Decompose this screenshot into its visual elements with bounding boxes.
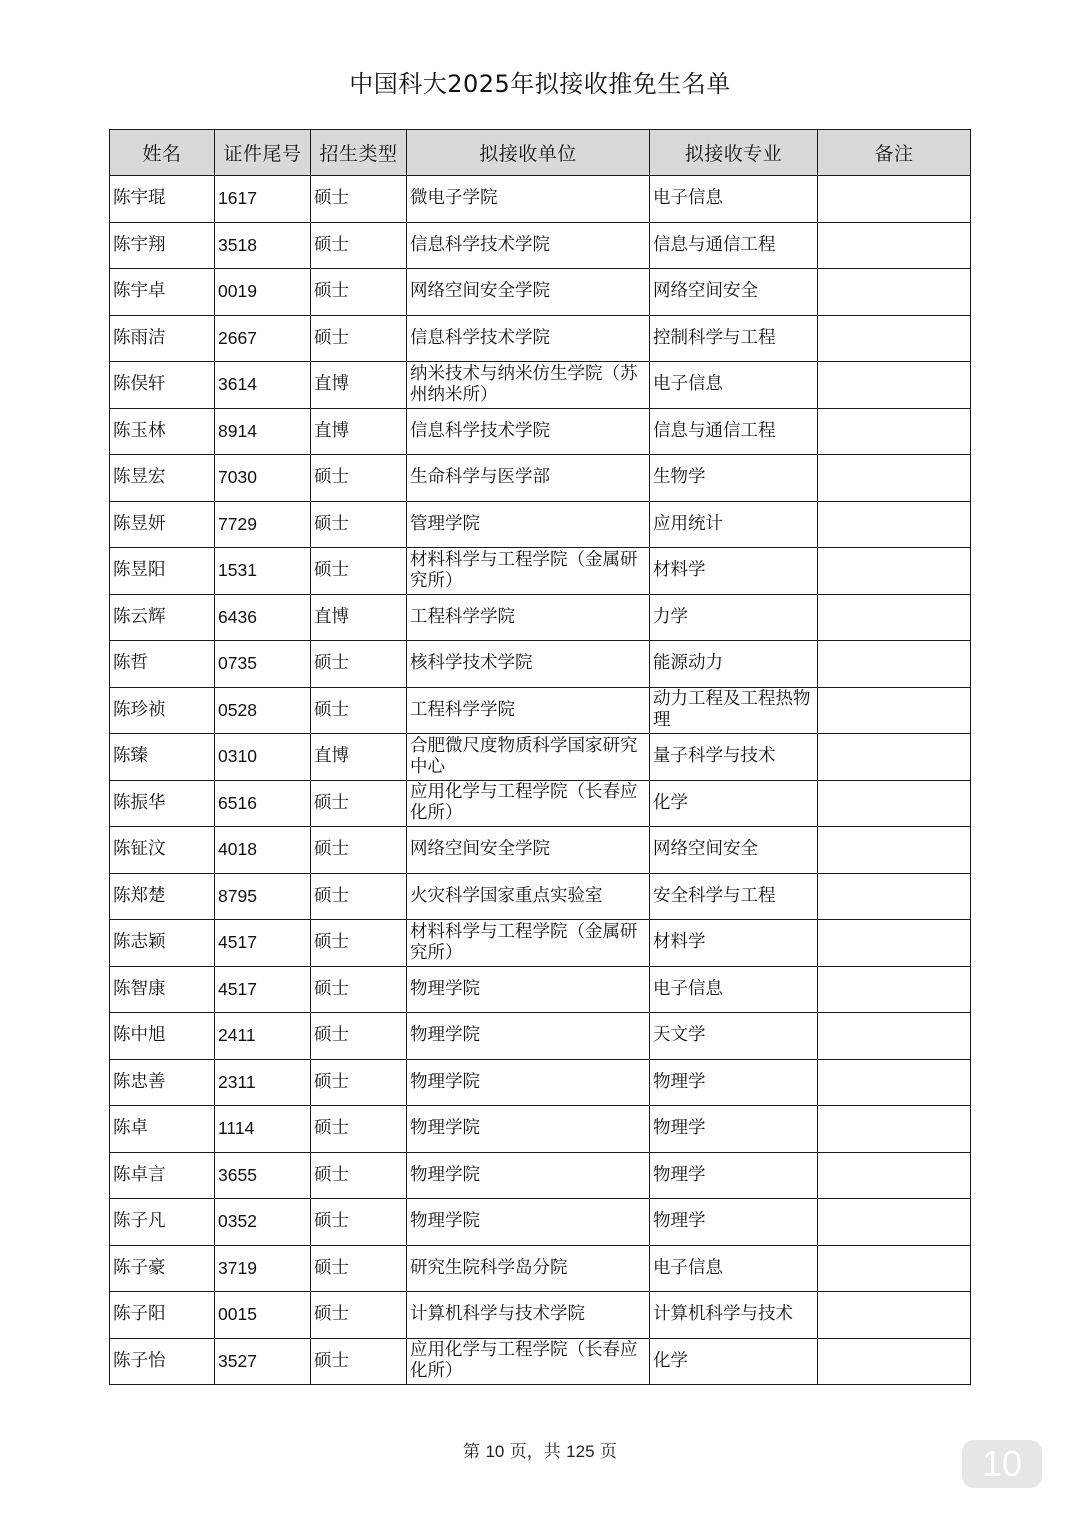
cell-id-suffix: 8914 (215, 408, 311, 455)
cell-remarks (818, 1059, 971, 1106)
cell-admission-type: 硕士 (311, 1338, 407, 1385)
cell-receiving-major: 化学 (650, 1338, 818, 1385)
cell-remarks (818, 501, 971, 548)
cell-id-suffix: 0528 (215, 687, 311, 734)
header-receiving-unit: 拟接收单位 (407, 130, 650, 176)
cell-id-suffix: 0019 (215, 269, 311, 316)
cell-remarks (818, 1013, 971, 1060)
cell-admission-type: 硕士 (311, 641, 407, 688)
cell-name: 陈振华 (110, 780, 215, 827)
cell-remarks (818, 827, 971, 874)
cell-name: 陈钲汶 (110, 827, 215, 874)
cell-name: 陈子豪 (110, 1245, 215, 1292)
cell-id-suffix: 3719 (215, 1245, 311, 1292)
cell-receiving-major: 生物学 (650, 455, 818, 502)
table-row (110, 269, 971, 316)
cell-receiving-major: 物理学 (650, 1059, 818, 1106)
cell-receiving-unit: 物理学院 (407, 1059, 650, 1106)
cell-receiving-unit: 微电子学院 (407, 176, 650, 223)
cell-receiving-unit: 网络空间安全学院 (407, 827, 650, 874)
cell-receiving-unit: 信息科学技术学院 (407, 222, 650, 269)
cell-receiving-unit: 材料科学与工程学院（金属研究所） (407, 548, 650, 595)
cell-receiving-major: 安全科学与工程 (650, 873, 818, 920)
footer-current-page: 10 (485, 1442, 505, 1461)
cell-admission-type: 硕士 (311, 1106, 407, 1153)
cell-admission-type: 硕士 (311, 1245, 407, 1292)
table-row (110, 594, 971, 641)
cell-admission-type: 硕士 (311, 176, 407, 223)
cell-remarks (818, 687, 971, 734)
cell-name: 陈昱宏 (110, 455, 215, 502)
cell-name: 陈昱妍 (110, 501, 215, 548)
cell-admission-type: 硕士 (311, 827, 407, 874)
cell-name: 陈俣轩 (110, 362, 215, 409)
footer-total-pages: 125 (566, 1442, 595, 1461)
cell-receiving-major: 信息与通信工程 (650, 222, 818, 269)
cell-id-suffix: 0015 (215, 1292, 311, 1339)
table-row (110, 873, 971, 920)
cell-receiving-unit: 物理学院 (407, 1106, 650, 1153)
table-row (110, 362, 971, 409)
cell-receiving-unit: 材料科学与工程学院（金属研究所） (407, 920, 650, 967)
cell-receiving-major: 物理学 (650, 1106, 818, 1153)
table-row (110, 641, 971, 688)
table-row (110, 455, 971, 502)
cell-receiving-major: 材料学 (650, 920, 818, 967)
cell-id-suffix: 3655 (215, 1152, 311, 1199)
cell-id-suffix: 3527 (215, 1338, 311, 1385)
cell-receiving-major: 计算机科学与技术 (650, 1292, 818, 1339)
cell-receiving-unit: 物理学院 (407, 1013, 650, 1060)
cell-admission-type: 硕士 (311, 1292, 407, 1339)
cell-receiving-major: 化学 (650, 780, 818, 827)
cell-receiving-major: 网络空间安全 (650, 827, 818, 874)
cell-admission-type: 直博 (311, 734, 407, 781)
cell-name: 陈子怡 (110, 1338, 215, 1385)
table-row (110, 1199, 971, 1246)
cell-admission-type: 硕士 (311, 873, 407, 920)
cell-receiving-major: 量子科学与技术 (650, 734, 818, 781)
cell-receiving-major: 电子信息 (650, 176, 818, 223)
cell-name: 陈玉林 (110, 408, 215, 455)
cell-remarks (818, 1152, 971, 1199)
cell-id-suffix: 0352 (215, 1199, 311, 1246)
cell-name: 陈中旭 (110, 1013, 215, 1060)
table-row (110, 687, 971, 734)
cell-id-suffix: 4517 (215, 966, 311, 1013)
cell-name: 陈子阳 (110, 1292, 215, 1339)
cell-admission-type: 硕士 (311, 548, 407, 595)
cell-receiving-unit: 信息科学技术学院 (407, 315, 650, 362)
cell-receiving-major: 能源动力 (650, 641, 818, 688)
cell-name: 陈郑楚 (110, 873, 215, 920)
cell-receiving-unit: 网络空间安全学院 (407, 269, 650, 316)
cell-receiving-major: 材料学 (650, 548, 818, 595)
cell-remarks (818, 1106, 971, 1153)
cell-receiving-major: 控制科学与工程 (650, 315, 818, 362)
cell-remarks (818, 455, 971, 502)
cell-admission-type: 直博 (311, 408, 407, 455)
cell-receiving-major: 力学 (650, 594, 818, 641)
cell-receiving-unit: 计算机科学与技术学院 (407, 1292, 650, 1339)
cell-receiving-unit: 生命科学与医学部 (407, 455, 650, 502)
header-remarks: 备注 (818, 130, 971, 176)
cell-id-suffix: 0735 (215, 641, 311, 688)
cell-remarks (818, 734, 971, 781)
table-row (110, 920, 971, 967)
admission-list-table (109, 129, 971, 1385)
cell-admission-type: 硕士 (311, 1059, 407, 1106)
cell-admission-type: 硕士 (311, 455, 407, 502)
cell-receiving-unit: 应用化学与工程学院（长春应化所） (407, 780, 650, 827)
cell-id-suffix: 1114 (215, 1106, 311, 1153)
cell-receiving-unit: 物理学院 (407, 1152, 650, 1199)
cell-admission-type: 硕士 (311, 1013, 407, 1060)
cell-remarks (818, 780, 971, 827)
cell-name: 陈宇翔 (110, 222, 215, 269)
cell-id-suffix: 4517 (215, 920, 311, 967)
cell-id-suffix: 8795 (215, 873, 311, 920)
cell-name: 陈珍祯 (110, 687, 215, 734)
cell-receiving-unit: 合肥微尺度物质科学国家研究中心 (407, 734, 650, 781)
table-row (110, 1059, 971, 1106)
table-row (110, 1292, 971, 1339)
footer-prefix: 第 (463, 1442, 481, 1462)
cell-admission-type: 直博 (311, 362, 407, 409)
table-row (110, 315, 971, 362)
cell-name: 陈卓言 (110, 1152, 215, 1199)
cell-admission-type: 硕士 (311, 920, 407, 967)
header-name: 姓名 (110, 130, 215, 176)
table-row (110, 1013, 971, 1060)
cell-remarks (818, 548, 971, 595)
cell-name: 陈云辉 (110, 594, 215, 641)
cell-name: 陈智康 (110, 966, 215, 1013)
cell-admission-type: 直博 (311, 594, 407, 641)
cell-receiving-unit: 火灾科学国家重点实验室 (407, 873, 650, 920)
cell-remarks (818, 641, 971, 688)
cell-remarks (818, 315, 971, 362)
cell-receiving-unit: 物理学院 (407, 1199, 650, 1246)
cell-receiving-unit: 工程科学学院 (407, 594, 650, 641)
cell-receiving-unit: 信息科学技术学院 (407, 408, 650, 455)
cell-admission-type: 硕士 (311, 269, 407, 316)
cell-name: 陈昱阳 (110, 548, 215, 595)
cell-admission-type: 硕士 (311, 687, 407, 734)
cell-remarks (818, 408, 971, 455)
cell-remarks (818, 1199, 971, 1246)
cell-receiving-major: 应用统计 (650, 501, 818, 548)
cell-id-suffix: 3614 (215, 362, 311, 409)
cell-remarks (818, 920, 971, 967)
table-row (110, 1106, 971, 1153)
cell-admission-type: 硕士 (311, 501, 407, 548)
cell-receiving-major: 物理学 (650, 1199, 818, 1246)
cell-remarks (818, 362, 971, 409)
table-row (110, 1152, 971, 1199)
table-row (110, 1245, 971, 1292)
cell-admission-type: 硕士 (311, 1152, 407, 1199)
page-footer (0, 1437, 1080, 1462)
table-row (110, 408, 971, 455)
table-row (110, 827, 971, 874)
cell-receiving-major: 天文学 (650, 1013, 818, 1060)
cell-name: 陈哲 (110, 641, 215, 688)
cell-remarks (818, 269, 971, 316)
cell-id-suffix: 6516 (215, 780, 311, 827)
cell-receiving-unit: 应用化学与工程学院（长春应化所） (407, 1338, 650, 1385)
cell-name: 陈雨洁 (110, 315, 215, 362)
cell-admission-type: 硕士 (311, 1199, 407, 1246)
table-row (110, 780, 971, 827)
cell-remarks (818, 873, 971, 920)
cell-receiving-major: 动力工程及工程热物理 (650, 687, 818, 734)
cell-receiving-major: 电子信息 (650, 1245, 818, 1292)
cell-id-suffix: 2311 (215, 1059, 311, 1106)
cell-remarks (818, 176, 971, 223)
table-row (110, 1338, 971, 1385)
cell-id-suffix: 6436 (215, 594, 311, 641)
cell-receiving-unit: 纳米技术与纳米仿生学院（苏州纳米所） (407, 362, 650, 409)
table-row (110, 501, 971, 548)
cell-id-suffix: 1531 (215, 548, 311, 595)
cell-name: 陈卓 (110, 1106, 215, 1153)
cell-remarks (818, 1338, 971, 1385)
cell-id-suffix: 7030 (215, 455, 311, 502)
cell-name: 陈宇琨 (110, 176, 215, 223)
cell-remarks (818, 1245, 971, 1292)
cell-name: 陈宇卓 (110, 269, 215, 316)
footer-middle: 页，共 (509, 1442, 561, 1462)
cell-admission-type: 硕士 (311, 222, 407, 269)
cell-remarks (818, 966, 971, 1013)
cell-remarks (818, 1292, 971, 1339)
cell-receiving-major: 电子信息 (650, 966, 818, 1013)
table-row (110, 966, 971, 1013)
header-admission-type: 招生类型 (311, 130, 407, 176)
cell-name: 陈忠善 (110, 1059, 215, 1106)
cell-admission-type: 硕士 (311, 966, 407, 1013)
header-id-suffix: 证件尾号 (215, 130, 311, 176)
cell-receiving-unit: 核科学技术学院 (407, 641, 650, 688)
table-row (110, 222, 971, 269)
cell-receiving-major: 网络空间安全 (650, 269, 818, 316)
cell-receiving-major: 物理学 (650, 1152, 818, 1199)
cell-receiving-unit: 研究生院科学岛分院 (407, 1245, 650, 1292)
cell-id-suffix: 7729 (215, 501, 311, 548)
header-receiving-major: 拟接收专业 (650, 130, 818, 176)
table-body (110, 176, 971, 1385)
cell-id-suffix: 2411 (215, 1013, 311, 1060)
cell-receiving-unit: 管理学院 (407, 501, 650, 548)
cell-id-suffix: 4018 (215, 827, 311, 874)
cell-receiving-major: 信息与通信工程 (650, 408, 818, 455)
cell-receiving-unit: 工程科学学院 (407, 687, 650, 734)
page-number-badge[interactable]: 10 (962, 1440, 1042, 1488)
table-row (110, 548, 971, 595)
cell-receiving-major: 电子信息 (650, 362, 818, 409)
table-row (110, 176, 971, 223)
cell-admission-type: 硕士 (311, 780, 407, 827)
footer-suffix: 页 (599, 1442, 617, 1462)
cell-id-suffix: 3518 (215, 222, 311, 269)
cell-receiving-unit: 物理学院 (407, 966, 650, 1013)
table-row (110, 734, 971, 781)
cell-admission-type: 硕士 (311, 315, 407, 362)
cell-name: 陈臻 (110, 734, 215, 781)
cell-id-suffix: 2667 (215, 315, 311, 362)
cell-remarks (818, 222, 971, 269)
cell-name: 陈志颖 (110, 920, 215, 967)
cell-id-suffix: 1617 (215, 176, 311, 223)
cell-id-suffix: 0310 (215, 734, 311, 781)
cell-name: 陈子凡 (110, 1199, 215, 1246)
cell-remarks (818, 594, 971, 641)
table-header-row (110, 130, 971, 176)
document-title: 中国科大2025年拟接收推免生名单 (349, 70, 731, 98)
